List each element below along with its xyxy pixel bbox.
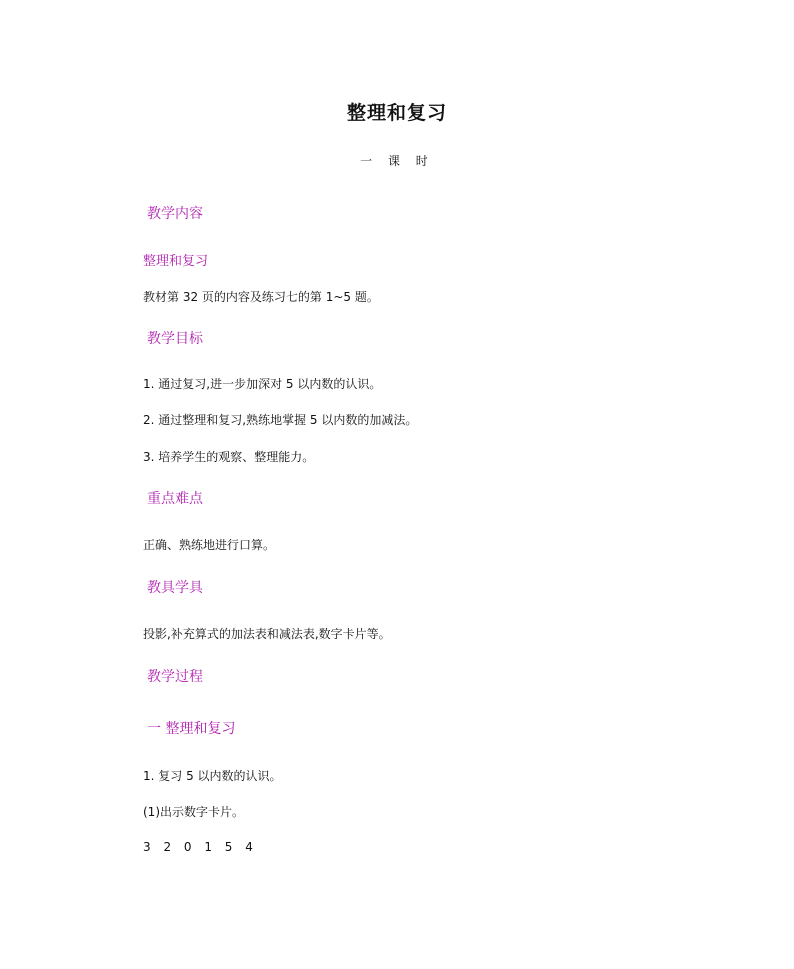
subheading-review: 整理和复习 [143, 254, 209, 269]
document-title: 整理和复习 [346, 102, 447, 124]
goal-3: 3. 培养学生的观察、整理能力。 [143, 450, 315, 464]
heading-key-points: 重点难点 [147, 491, 203, 507]
heading-teaching-tools: 教具学具 [147, 580, 203, 596]
goal-1: 1. 通过复习,进一步加深对 5 以内数的认识。 [143, 377, 382, 391]
step-1-1: (1)出示数字卡片。 [143, 805, 244, 819]
number-cards: 3 2 0 1 5 4 [143, 840, 253, 854]
tools-text: 投影,补充算式的加法表和减法表,数字卡片等。 [143, 627, 391, 641]
content-text: 教材第 32 页的内容及练习七的第 1~5 题。 [143, 290, 379, 304]
heading-teaching-goals: 教学目标 [147, 331, 203, 347]
heading-part-1: 一 整理和复习 [147, 721, 236, 737]
goal-2: 2. 通过整理和复习,熟练地掌握 5 以内数的加减法。 [143, 413, 418, 427]
key-text: 正确、熟练地进行口算。 [143, 538, 276, 552]
heading-teaching-process: 教学过程 [147, 669, 203, 685]
step-1: 1. 复习 5 以内数的认识。 [143, 769, 282, 783]
document-subtitle: 一 课 时 [360, 154, 434, 168]
heading-teaching-content: 教学内容 [147, 206, 203, 222]
